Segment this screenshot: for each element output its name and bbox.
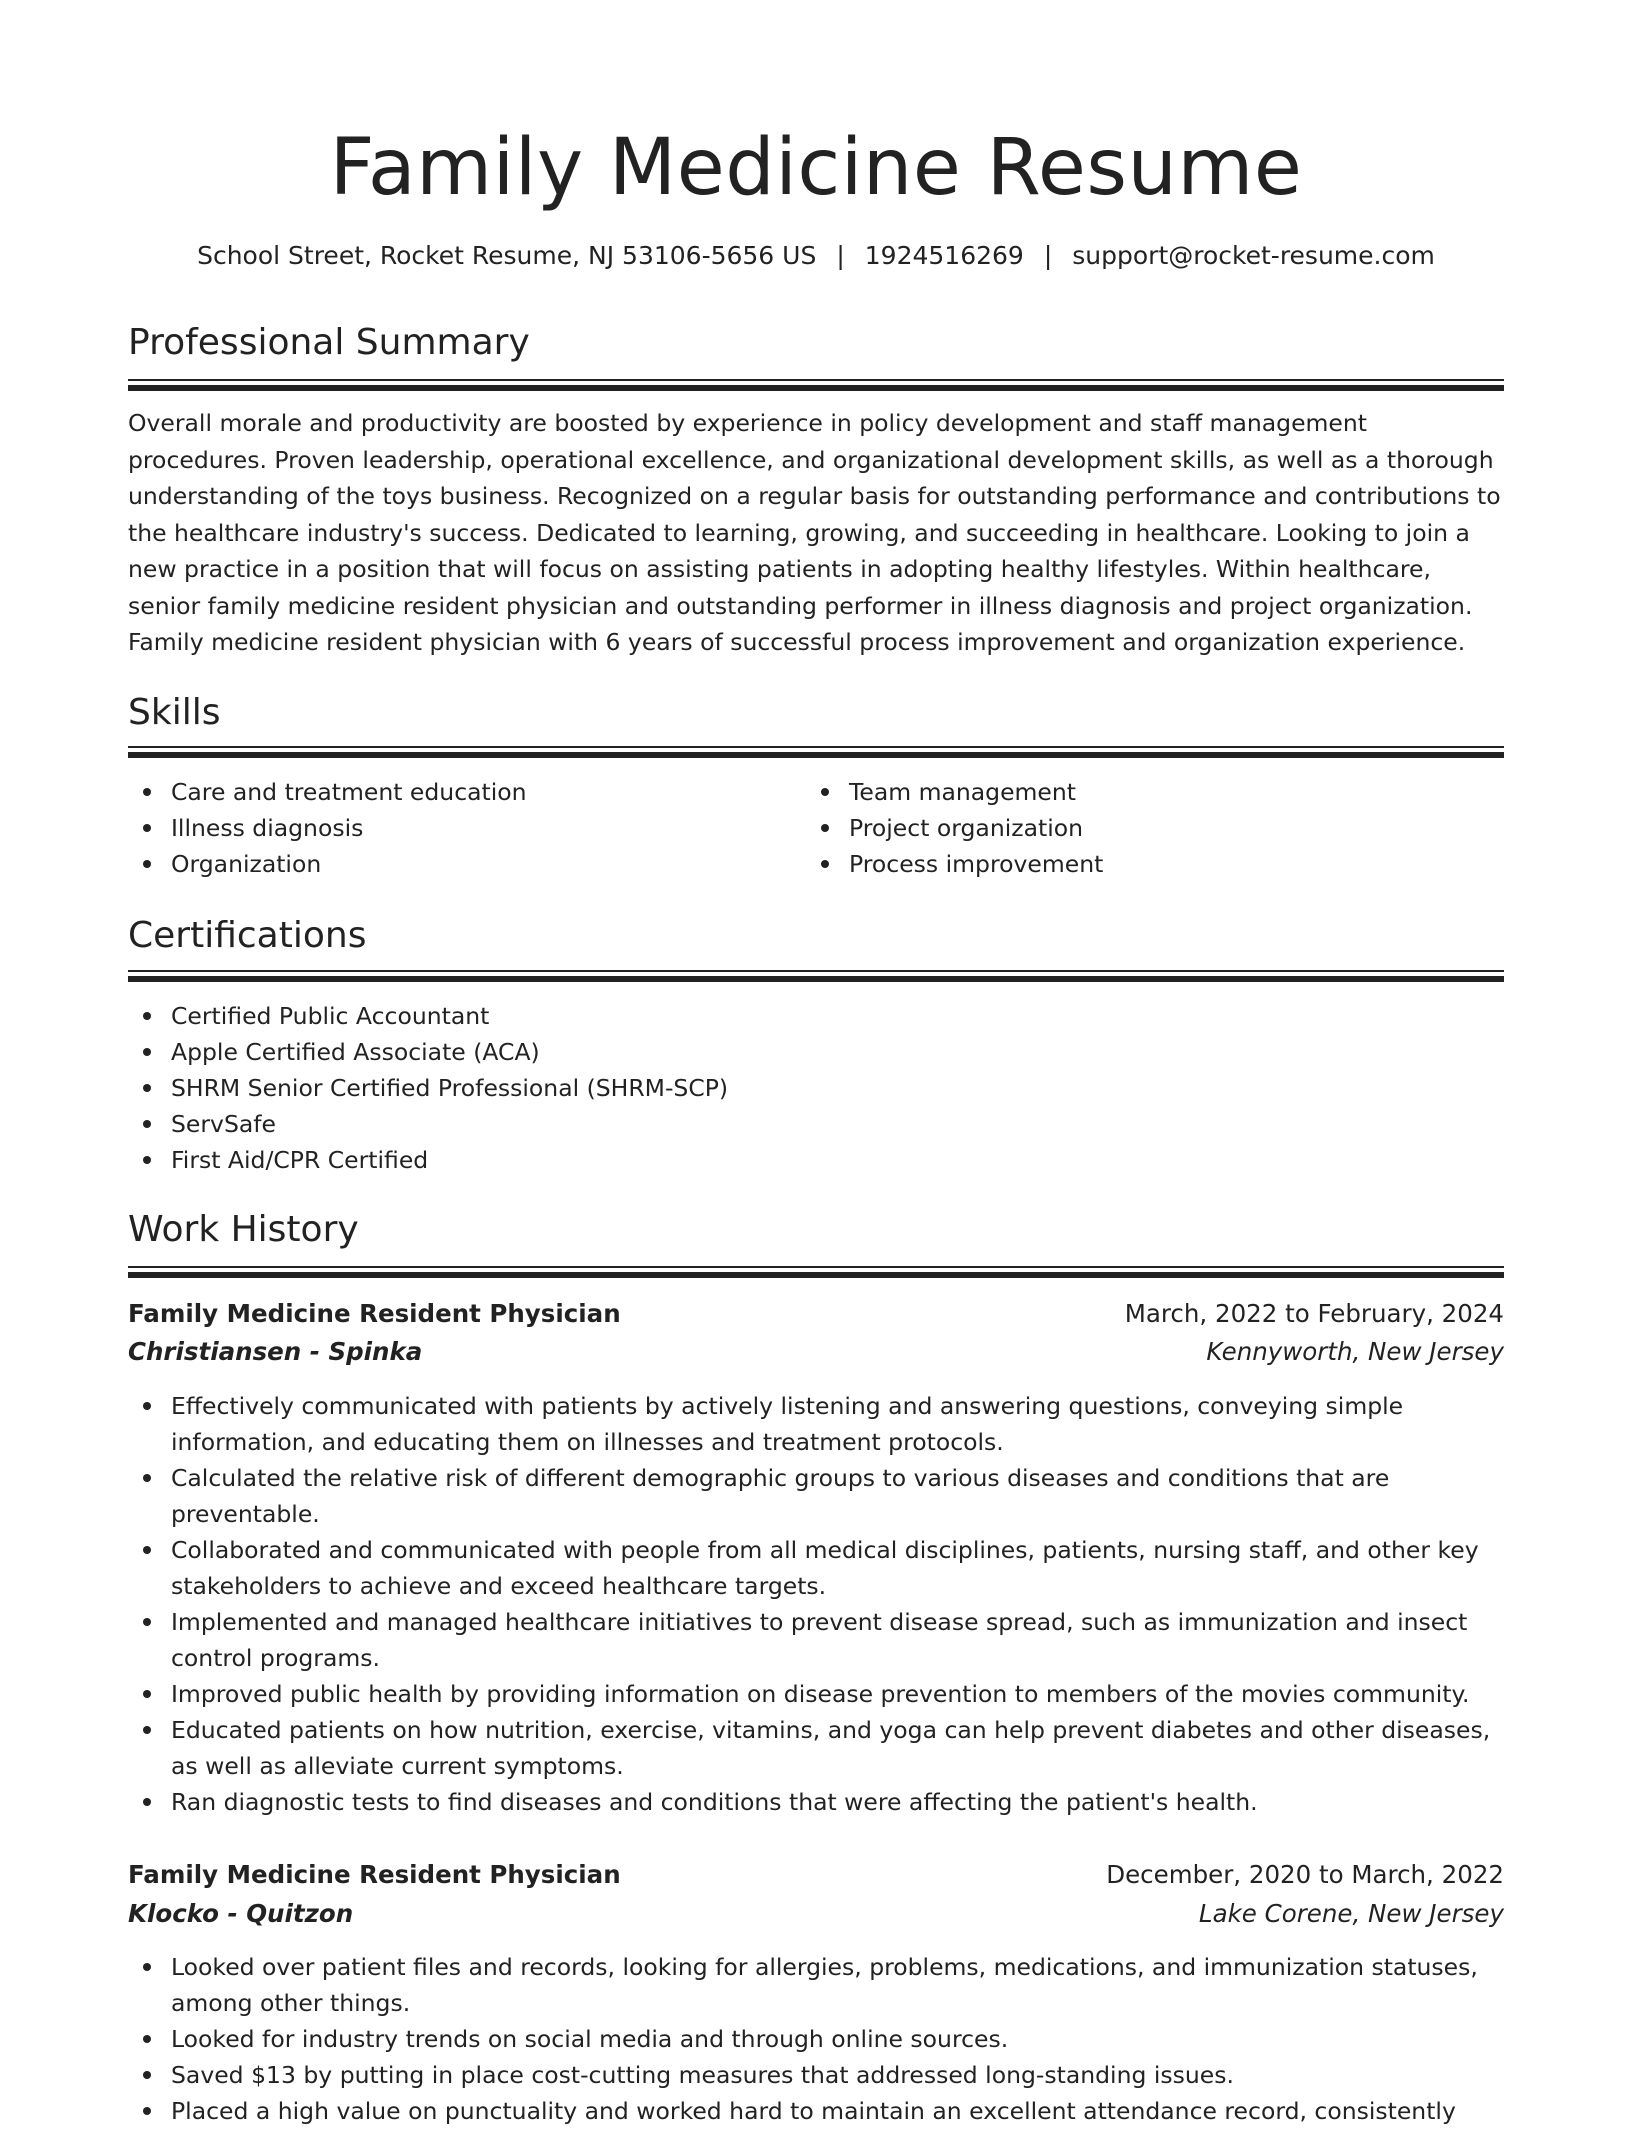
- section-divider: [128, 970, 1504, 982]
- job-bullet: Effectively communicated with patients by actively listening and answering questions, conveying simple information, and educating them on illnesses and treatment protocols.: [171, 1388, 1504, 1460]
- work-history-heading: Work History: [128, 1209, 359, 1250]
- summary-text: Overall morale and productivity are boosted by experience in policy development and staff management procedures. Proven leadership, operational excellence, and organizational development skills, as well as a thorough understanding of the toys business. Recognized on a regular basis for outstanding performance and contributions to the healthcare industry's success. Dedicated to learning, growing, and succeeding in healthcare. Looking to join a new practice in a position that will focus on assisting patients in adopting healthy lifestyles. Within healthcare, senior family medicine resident physician and outstanding performer in illness diagnosis and project organization. Family medicine resident physician with 6 years of successful process improvement and organization experience.: [128, 409, 1501, 656]
- job-location: Lake Corene, New Jersey: [1198, 1899, 1504, 1928]
- section-divider: [128, 746, 1504, 758]
- skill-item: Project organization: [849, 810, 1489, 846]
- skill-item: Team management: [849, 774, 1489, 810]
- job-header: [128, 1856, 1504, 1894]
- contact-separator: |: [1043, 241, 1053, 270]
- section-divider: [128, 1266, 1504, 1278]
- skill-item: Process improvement: [849, 846, 1489, 882]
- skills-list-right: [806, 774, 1489, 882]
- job-bullet: Looked for industry trends on social media and through online sources.: [171, 2021, 1504, 2057]
- job-dates: December, 2020 to March, 2022: [1106, 1860, 1504, 1889]
- certification-item: Certified Public Accountant: [171, 998, 1501, 1034]
- skill-item: Care and treatment education: [171, 774, 801, 810]
- job-bullet: Saved $13 by putting in place cost-cutting measures that addressed long-standing issues.: [171, 2057, 1504, 2093]
- summary-heading: Professional Summary: [128, 322, 530, 363]
- certification-item: First Aid/CPR Certified: [171, 1142, 1501, 1178]
- job-bullet: Placed a high value on punctuality and worked hard to maintain an excellent attendance record, consistently: [171, 2093, 1504, 2129]
- job-bullets: [128, 1949, 1504, 2129]
- job-company: Klocko - Quitzon: [128, 1899, 354, 1928]
- job-bullet: Ran diagnostic tests to find diseases and conditions that were affecting the patient's health.: [171, 1784, 1504, 1820]
- job-employer-row: [128, 1333, 1504, 1371]
- job-bullet: Implemented and managed healthcare initiatives to prevent disease spread, such as immunization and insect control programs.: [171, 1604, 1504, 1676]
- job-company: Christiansen - Spinka: [128, 1337, 423, 1366]
- job-dates: March, 2022 to February, 2024: [1124, 1299, 1504, 1328]
- skills-list-left: [128, 774, 801, 882]
- job-location: Kennyworth, New Jersey: [1206, 1337, 1504, 1366]
- certification-item: SHRM Senior Certified Professional (SHRM-SCP): [171, 1070, 1501, 1106]
- job-bullet: Calculated the relative risk of different demographic groups to various diseases and conditions that are preventable.: [171, 1460, 1504, 1532]
- skills-heading: Skills: [128, 692, 221, 733]
- contact-address: School Street, Rocket Resume, NJ 53106-5656 US: [197, 241, 817, 270]
- contact-phone: 1924516269: [864, 241, 1024, 270]
- skill-item: Illness diagnosis: [171, 810, 801, 846]
- certification-item: ServSafe: [171, 1106, 1501, 1142]
- job-bullet: Educated patients on how nutrition, exercise, vitamins, and yoga can help prevent diabetes and other diseases, as well as alleviate current symptoms.: [171, 1712, 1504, 1784]
- job-bullet: Collaborated and communicated with people from all medical disciplines, patients, nursing staff, and other key stakeholders to achieve and exceed healthcare targets.: [171, 1532, 1504, 1604]
- contact-email[interactable]: support@rocket-resume.com: [1072, 241, 1435, 270]
- certification-item: Apple Certified Associate (ACA): [171, 1034, 1501, 1070]
- contact-separator: |: [836, 241, 845, 270]
- certifications-list: [128, 998, 1501, 1178]
- job-bullet: Looked over patient files and records, looking for allergies, problems, medications, and immunization statuses, among other things.: [171, 1949, 1504, 2021]
- skill-item: Organization: [171, 846, 801, 882]
- job-employer-row: [128, 1895, 1504, 1933]
- job-title: Family Medicine Resident Physician: [128, 1860, 621, 1889]
- job-header: [128, 1295, 1504, 1333]
- contact-line: [128, 238, 1504, 274]
- section-divider: [128, 379, 1504, 391]
- job-bullets: [128, 1388, 1504, 1820]
- resume-title: Family Medicine Resume: [329, 123, 1303, 213]
- certifications-heading: Certifications: [128, 915, 367, 956]
- job-title: Family Medicine Resident Physician: [128, 1299, 621, 1328]
- job-bullet: Improved public health by providing information on disease prevention to members of the movies community.: [171, 1676, 1504, 1712]
